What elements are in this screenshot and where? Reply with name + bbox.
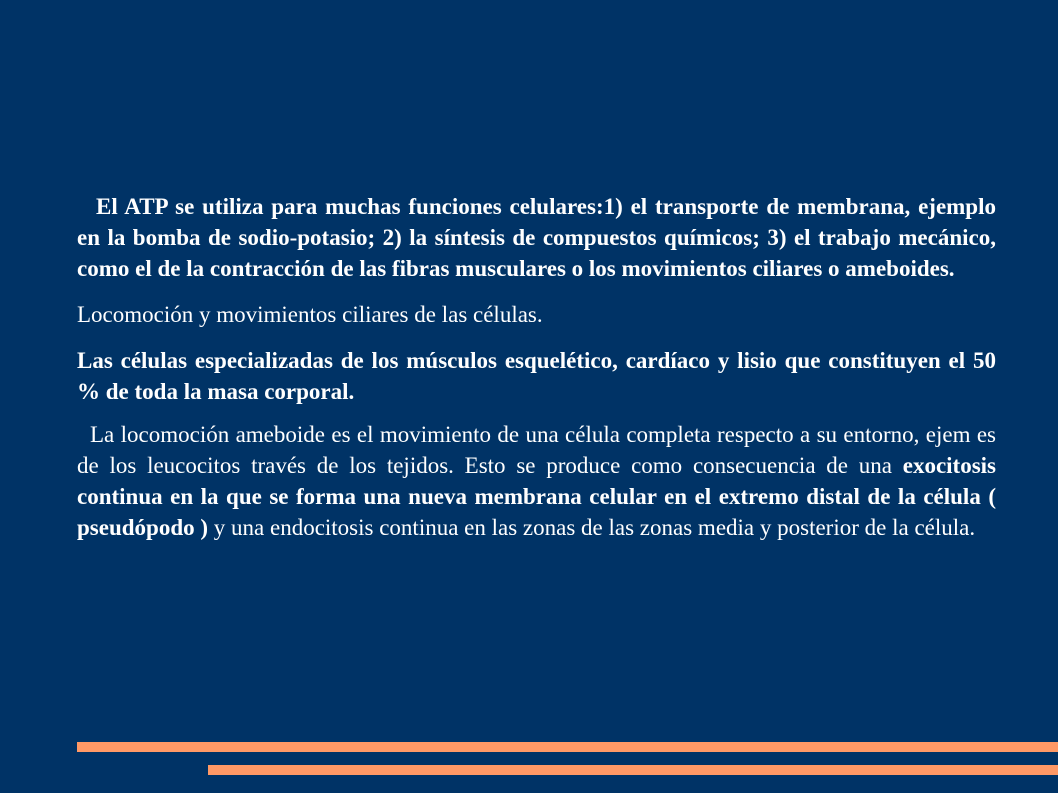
ameboid-text-part3: y una endocitosis continua en las zonas de las zonas media y posterior de la célula.	[208, 515, 976, 540]
ameboid-text-bold: exocitosis continua en la que se forma una nueva membrana celular en el extremo distal de la célula ( pseudópodo )	[77, 453, 996, 540]
slide-body	[77, 191, 996, 543]
paragraph-atp-functions	[77, 191, 996, 284]
decorative-bar-upper	[77, 742, 1058, 752]
ameboid-text-part1: La locomoción ameboide es el movimiento de una célula completa respecto a su entorno, ejem es de los leucocitos través de los tejidos. Esto se produce como consecuencia de una	[77, 422, 996, 478]
paragraph-ameboid-locomotion	[77, 419, 996, 543]
paragraph-atp-functions-text: El ATP se utiliza para muchas funciones celulares:1) el transporte de membrana, ejemplo en la bomba de sodio-potasio; 2) la síntesis de compuestos químicos; 3) el trabajo mecánico, como el de la contracción de las fibras musculares o los movimientos ciliares o ameboides.	[77, 194, 996, 281]
decorative-bar-lower	[208, 765, 1058, 775]
paragraph-specialized-cells: Las células especializadas de los músculos esquelético, cardíaco y lisio que constituyen el 50 % de toda la masa corporal.	[77, 348, 996, 404]
paragraph-locomotion-heading: Locomoción y movimientos ciliares de las células.	[77, 302, 543, 327]
